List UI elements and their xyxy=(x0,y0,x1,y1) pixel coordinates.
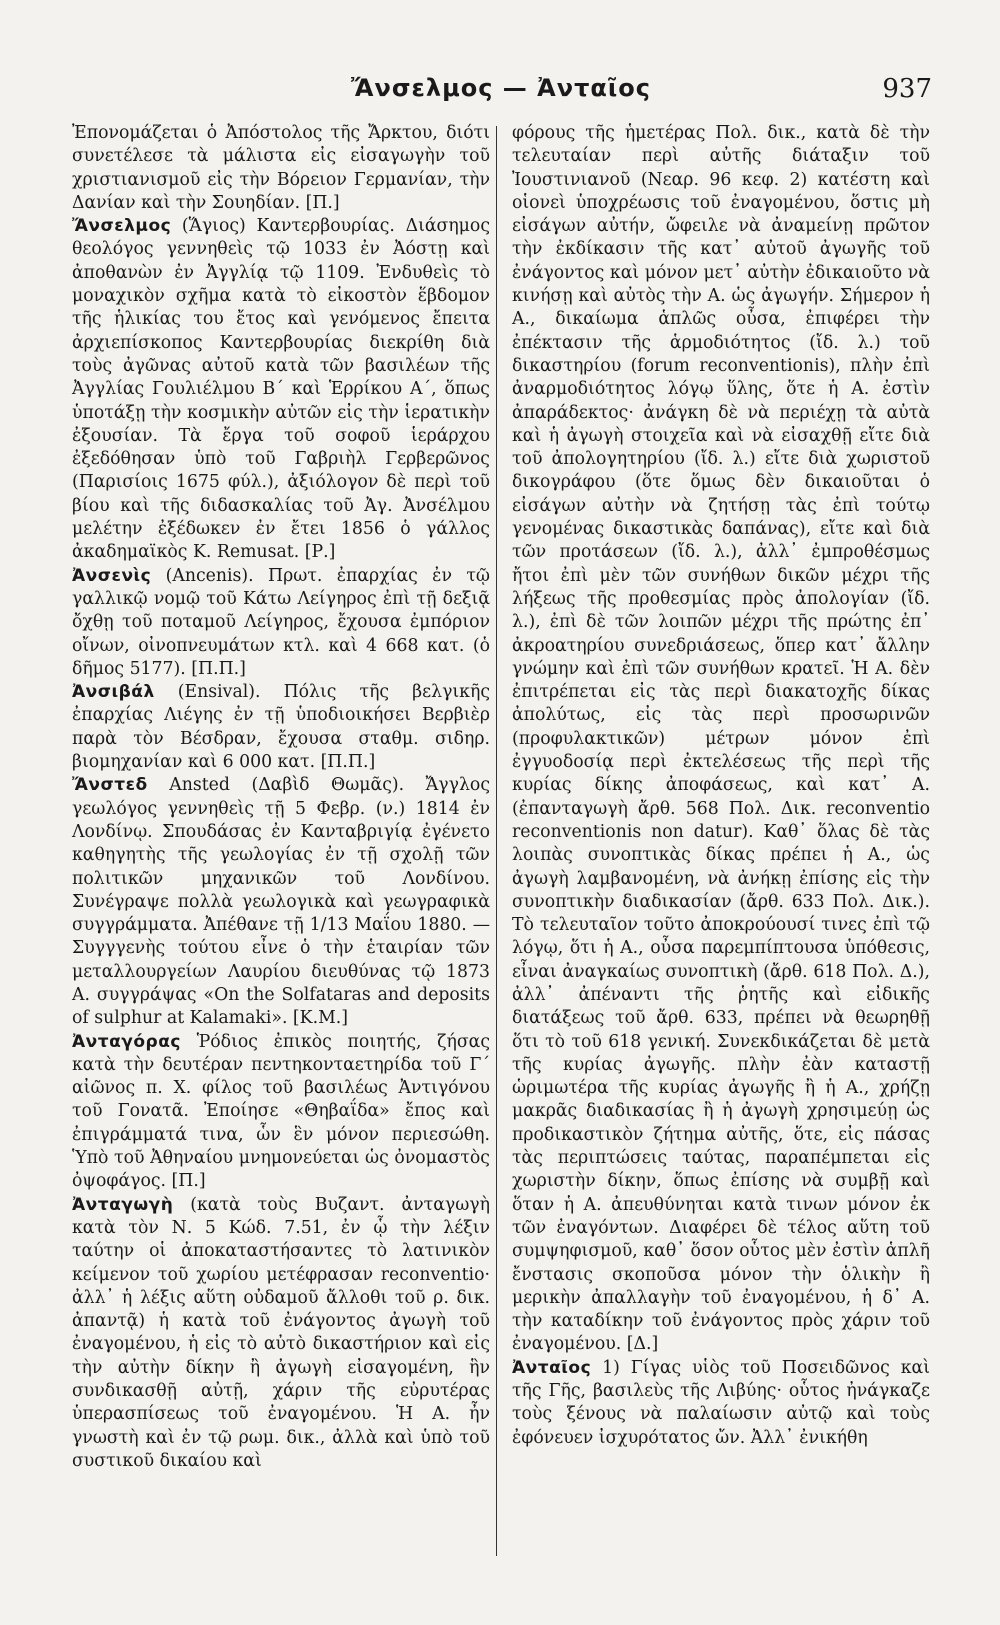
entry-text: (Ancenis). Πρωτ. ἐπαρχίας ἐν τῷ γαλλικῷ νομῷ τοῦ Κάτω Λείγηρος ἐπὶ τῇ δεξιᾷ ὄχθῃ τοῦ ποταμοῦ Λείγηρος, ἔχουσα ἐμπόριον οἴνων, οἰνοπνευμάτων κτλ. καὶ 4 668 κατ. (ὁ δῆμος 5177). [Π.Π.] xyxy=(72,565,490,679)
page-header xyxy=(70,70,932,110)
dictionary-entry xyxy=(72,1194,490,1474)
dictionary-entry xyxy=(72,215,490,564)
dictionary-entry xyxy=(72,774,490,1030)
entry-text: (κατὰ τοὺς Βυζαντ. ἀνταγωγὴ κατὰ τὸν Ν. 5 Κώδ. 7.51, ἐν ᾧ τὴν λέξιν ταύτην οἱ ἀποκαταστήσαντες τὸ λατινικὸν κείμενον τοῦ χωρίου μετέφρασαν reconventio· ἀλλ᾽ ἡ λέξις αὕτη οὐδαμοῦ ἄλλοθι τοῦ ρ. δικ. ἀπαντᾷ) ἡ κατὰ τοῦ ἐνάγοντος ἀγωγὴ τοῦ ἐναγομένου, ἡ εἰς τὸ αὐτὸ δικαστήριον καὶ εἰς τὴν αὐτὴν δίκην ἢ ἀγωγὴ εἰσαγομένη, ἣν συνδικασθῇ αὐτῇ, χάριν τῆς εὐρυτέρας ὑπερασπίσεως τοῦ ἐναγομένου. Ἡ Α. ἦν γνωστὴ καὶ ἐν τῷ ρωμ. δικ., ἀλλὰ καὶ ὑπὸ τοῦ συστικοῦ δικαίου καὶ xyxy=(72,1194,490,1471)
entry-text: Ῥόδιος ἐπικὸς ποιητής, ζήσας κατὰ τὴν δευτέραν πεντηκονταετηρίδα τοῦ Γ΄ αἰῶνος π. Χ. φίλος τοῦ βασιλέως Ἀντιγόνου τοῦ Γονατᾶ. Ἐποίησε «Θηβαΐδα» ἔπος καὶ ἐπιγράμματά τινα, ὧν ἓν μόνον περιεσώθη. Ὑπὸ τοῦ Ἀθηναίου μνημονεύεται ὡς ὀνομαστὸς ὀψοφάγος. [Π.] xyxy=(72,1031,490,1192)
entry-headword: Ἀνσενὶς xyxy=(72,565,152,586)
entry-continuation xyxy=(72,122,490,215)
right-column xyxy=(512,122,930,1450)
dictionary-entry xyxy=(72,1031,490,1194)
column-divider xyxy=(496,126,497,1556)
entry-text: Ἐπονομάζεται ὁ Ἀπόστολος τῆς Ἄρκτου, διότι συνετέλεσε τὰ μάλιστα εἰς εἰσαγωγὴν τοῦ χριστιανισμοῦ εἰς τὴν Βόρειον Γερμανίαν, τὴν Δανίαν καὶ τὴν Σουηδίαν. [Π.] xyxy=(72,123,490,213)
entry-headword: Ἀνσιβάλ xyxy=(72,682,155,703)
entry-headword: Ἀνταῖος xyxy=(512,1357,592,1378)
page-number: 937 xyxy=(882,74,932,104)
entry-text: 1) Γίγας υἱὸς τοῦ Ποσειδῶνος καὶ τῆς Γῆς, βασιλεὺς τῆς Λιβύης· οὗτος ἠνάγκαζε τοὺς ξένους νὰ παλαίωσιν αὐτῷ καὶ τοὺς ἐφόνευεν ἰσχυρότατος ὤν. Ἀλλ᾽ ἐνικήθη xyxy=(512,1357,930,1448)
entry-continuation xyxy=(512,122,930,1357)
entry-headword: Ἀνταγωγὴ xyxy=(72,1194,174,1215)
left-column xyxy=(72,122,490,1473)
dictionary-entry xyxy=(72,681,490,774)
entry-text: (Ἅγιος) Καντερβουρίας. Διάσημος θεολόγος γεννηθεὶς τῷ 1033 ἐν Ἀόστῃ καὶ ἀποθανὼν ἐν Ἀγγλίᾳ τῷ 1109. Ἐνδυθεὶς τὸ μοναχικὸν σχῆμα κατὰ τὸ εἰκοστὸν ἕβδομον τῆς ἡλικίας του ἔτος καὶ γενόμενος ἔπειτα ἀρχιεπίσκοπος Καντερβουρίας διεκρίθη διὰ τοὺς ἀγῶνας αὐτοῦ κατὰ τῶν βασιλέων τῆς Ἀγγλίας Γουλιέλμου Β΄ καὶ Ἑρρίκου Α΄, ὅπως ὑποτάξῃ τὴν κοσμικὴν αὐτῶν εἰς τὴν ἱερατικὴν ἐξουσίαν. Τὰ ἔργα τοῦ σοφοῦ ἱεράρχου ἐξεδόθησαν ὑπὸ τοῦ Γαβριὴλ Γερβερῶνος (Παρισίοις 1675 φύλ.), ἀξιόλογον δὲ περὶ τοῦ βίου καὶ τῆς διδασκαλίας τοῦ Ἀγ. Ἀνσέλμου μελέτην ἐξέδωκεν ἐν ἔτει 1856 ὁ γάλλος ἀκαδημαϊκὸς K. Remusat. [Ρ.] xyxy=(72,216,490,563)
entry-headword: Ἀνταγόρας xyxy=(72,1031,181,1052)
entry-text: Ansted (Δαβὶδ Θωμᾶς). Ἄγγλος γεωλόγος γεννηθεὶς τῇ 5 Φεβρ. (ν.) 1814 ἐν Λονδίνῳ. Σπουδάσας ἐν Κανταβριγίᾳ ἐγένετο καθηγητὴς τῆς γεωλογίας ἐν τῇ σχολῇ τῶν πολιτικῶν μηχανικῶν τοῦ Λονδίνου. Συνέγραψε πολλὰ γεωλογικὰ καὶ γεωγραφικὰ συγγράμματα. Ἀπέθανε τῇ 1/13 Μαΐου 1880. —Συγγγενὴς τούτου εἶνε ὁ τὴν ἑταιρίαν τῶν μεταλλουργείων Λαυρίου διευθύνας τῷ 1873 A. συγγράψας «On the Solfataras and deposits of sulphur at Kalamaki». [K.M.] xyxy=(72,775,490,1029)
running-head: Ἄνσελμος — Ἀνταῖος xyxy=(351,74,651,102)
entry-text: φόρους τῆς ἡμετέρας Πολ. δικ., κατὰ δὲ τὴν τελευταίαν περὶ αὐτῆς διάταξιν τοῦ Ἰουστινιανοῦ (Νεαρ. 96 κεφ. 2) κατέστη καὶ οἱονεὶ ὑποχρέωσις τοῦ ἐναγομένου, ὅστις μὴ εἰσάγων αὐτήν, ὤφειλε νὰ ἀναμείνῃ πρῶτον τὴν ἐκδίκασιν τῆς κατ᾽ αὐτοῦ ἀγωγῆς τοῦ ἐνάγοντος καὶ μόνον μετ᾽ αὐτὴν ἐδικαιοῦτο νὰ κινήσῃ καὶ αὐτὸς τὴν Α. ὡς ἀγωγήν. Σήμερον ἡ Α., δικαίωμα ἁπλῶς οὖσα, ἐπιφέρει τὴν ἐπέκτασιν τῆς ἁρμοδιότητος (ἴδ. λ.) τοῦ δικαστηρίου (forum reconventionis), πλὴν ἐπὶ ἀναρμοδιότητος λόγῳ ὕλης, ὅτε ἡ Α. ἐστὶν ἀπαράδεκτος· ἀνάγκη δὲ νὰ περιέχῃ τὰ αὐτὰ καὶ ἡ ἀγωγὴ στοιχεῖα καὶ νὰ εἰσαχθῇ εἴτε διὰ τοῦ ἀπολογητηρίου (ἴδ. λ.) εἴτε διὰ χωριστοῦ δικογράφου (ὅτε ὅμως δὲν δικαιοῦται ὁ εἰσάγων αὐτὴν νὰ ζητήσῃ τὰς ἐπὶ τούτῳ γενομένας δικαστικὰς δαπάνας), εἴτε καὶ διὰ τῶν προτάσεων (ἴδ. λ.), ἀλλ᾽ ἐμπροθέσμως ἤτοι ἐπὶ μὲν τῶν συνήθων δικῶν μέχρι τῆς λήξεως τῆς προθεσμίας πρὸς ἀπολογίαν (ἴδ. λ.), ἐπὶ δὲ τῶν λοιπῶν μέχρι τῆς πρώτης ἐπ᾽ ἀκροατηρίου συνεδριάσεως, ὅπερ κατ᾽ ἄλλην γνώμην καὶ ἐπὶ τῶν συνήθων κρατεῖ. Ἡ Α. δὲν ἐπιτρέπεται εἰς τὰς περὶ διακατοχῆς δίκας ἀπολύτως, εἰς τὰς περὶ προσωρινῶν (προφυλακτικῶν) μέτρων μόνον ἐπὶ ἐγγυοδοσίᾳ περὶ ἐκτελέσεως τῆς περὶ τῆς κυρίας δίκης ἀποφάσεως, καὶ κατ᾽ Α. (ἐπανταγωγὴ ἄρθ. 568 Πολ. Δικ. reconventio reconventionis non datur). Καθ᾽ ὅλας δὲ τὰς λοιπὰς συνοπτικὰς δίκας πρέπει ἡ Α., ὡς ἀγωγὴ λαμβανομένη, νὰ ἀνήκῃ ἐπίσης εἰς τὴν συνοπτικὴν διαδικασίαν (ἄρθ. 633 Πολ. Δικ.). Τὸ τελευταῖον τοῦτο ἀποκρούουσί τινες ἐπὶ τῷ λόγῳ, ὅτι ἡ Α., οὖσα παρεμπίπτουσα ὑπόθεσις, εἶναι ἀναγκαίως συνοπτικὴ (ἄρθ. 618 Πολ. Δ.), ἀλλ᾽ ἀπέναντι τῆς ῥητῆς καὶ εἰδικῆς διατάξεως τοῦ ἄρθ. 633, πρέπει νὰ θεωρηθῇ ὅτι τὸ τοῦ 618 γενική. Συνεκδικάζεται δὲ μετὰ τῆς κυρίας ἀγωγῆς. πλὴν ἐὰν καταστῇ ὡριμωτέρα τῆς κυρίας ἀγωγῆς ἢ ἡ Α., χρήζῃ μακρᾶς διαδικασίας ἢ ἡ ἀγωγὴ χρησιμεύῃ ὡς προδικαστικὸν ζήτημα αὐτῆς, ὅτε, εἰς πάσας τὰς περιπτώσεις ταύτας, παραπέμπεται εἰς χωριστὴν δίκην, ὅπως ἐπίσης νὰ συμβῇ καὶ ὅταν ἡ Α. ἀπευθύνηται κατὰ τινων μόνον ἐκ τῶν ἐναγόντων. Διαφέρει δὲ τέλος αὕτη τοῦ συμψηφισμοῦ, καθ᾽ ὅσον οὗτος μὲν ἐστὶν ἁπλῆ ἔνστασις σκοποῦσα μόνον τὴν ὁλικὴν ἢ μερικὴν ἀπαλλαγὴν τοῦ ἐναγομένου, ἡ δ᾽ Α. τὴν καταδίκην τοῦ ἐνάγοντος πρὸς χάριν τοῦ ἐναγομένου. [Δ.] xyxy=(512,123,930,1355)
entry-text: (Ensival). Πόλις τῆς βελγικῆς ἐπαρχίας Λιέγης ἐν τῇ ὑποδιοικήσει Βερβιὲρ παρὰ τὸν Βέσδραν, ἔχουσα σταθμ. σιδηρ. βιομηχανίαν καὶ 6 000 κατ. [Π.Π.] xyxy=(72,682,491,773)
dictionary-entry xyxy=(72,565,490,681)
entry-headword: Ἄνσελμος xyxy=(72,216,172,237)
dictionary-entry xyxy=(512,1357,930,1450)
entry-headword: Ἄνστεδ xyxy=(72,775,148,796)
